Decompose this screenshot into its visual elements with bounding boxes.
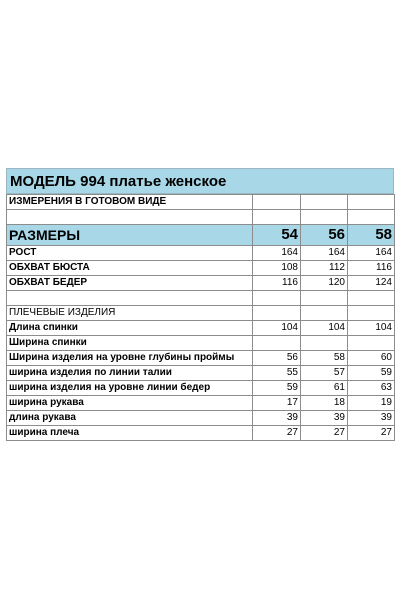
row-value: 104 [348,321,395,336]
row-label: ОБХВАТ БЮСТА [7,261,253,276]
empty-cell [253,195,301,210]
table-row [7,396,395,411]
empty-cell [7,291,253,306]
size-58: 58 [348,225,395,246]
row-value [301,336,348,351]
row-value: 124 [348,276,395,291]
row-label: РОСТ [7,246,253,261]
row-value: 56 [253,351,301,366]
empty-cell [253,291,301,306]
section-label: ПЛЕЧЕВЫЕ ИЗДЕЛИЯ [7,306,253,321]
table-row [7,381,395,396]
row-value: 104 [301,321,348,336]
row-value: 39 [253,411,301,426]
empty-cell [301,291,348,306]
row-value: 55 [253,366,301,381]
row-label: ширина плеча [7,426,253,441]
row-value: 61 [301,381,348,396]
table-row [7,426,395,441]
row-value: 164 [301,246,348,261]
blank-row [7,210,395,225]
row-label: ширина рукава [7,396,253,411]
row-value [253,336,301,351]
row-value: 108 [253,261,301,276]
row-label: Длина спинки [7,321,253,336]
empty-cell [301,195,348,210]
row-value: 116 [348,261,395,276]
empty-cell [348,210,395,225]
row-value: 27 [348,426,395,441]
row-value: 58 [301,351,348,366]
row-value: 27 [301,426,348,441]
empty-cell [301,210,348,225]
blank-row [7,291,395,306]
table-row [7,261,395,276]
row-value [348,336,395,351]
row-value: 19 [348,396,395,411]
row-value: 39 [348,411,395,426]
sizes-header-row [7,225,395,246]
row-label: длина рукава [7,411,253,426]
empty-cell [348,306,395,321]
row-label: ширина изделия по линии талии [7,366,253,381]
row-label: ОБХВАТ БЕДЕР [7,276,253,291]
table-row [7,351,395,366]
empty-cell [348,195,395,210]
row-value: 116 [253,276,301,291]
row-value: 18 [301,396,348,411]
row-value: 27 [253,426,301,441]
table-row [7,321,395,336]
subtitle-row [7,195,395,210]
sizes-label: РАЗМЕРЫ [7,225,253,246]
row-value: 120 [301,276,348,291]
model-title [6,168,394,194]
subtitle: ИЗМЕРЕНИЯ В ГОТОВОМ ВИДЕ [7,195,253,210]
row-value: 39 [301,411,348,426]
size-chart [6,168,394,441]
row-value: 164 [253,246,301,261]
row-label: Ширина спинки [7,336,253,351]
table-row [7,411,395,426]
row-value: 60 [348,351,395,366]
empty-cell [7,210,253,225]
empty-cell [253,306,301,321]
model-title-text: МОДЕЛЬ 994 платье женское [10,172,227,190]
row-value: 112 [301,261,348,276]
row-label: Ширина изделия на уровне глубины проймы [7,351,253,366]
row-value: 63 [348,381,395,396]
row-value: 164 [348,246,395,261]
table-row [7,336,395,351]
row-value: 59 [253,381,301,396]
row-value: 104 [253,321,301,336]
row-label: ширина изделия на уровне линии бедер [7,381,253,396]
size-56: 56 [301,225,348,246]
measurements-table [6,194,395,441]
size-54: 54 [253,225,301,246]
table-row [7,246,395,261]
table-row [7,366,395,381]
empty-cell [253,210,301,225]
row-value: 59 [348,366,395,381]
table-row [7,276,395,291]
row-value: 57 [301,366,348,381]
row-value: 17 [253,396,301,411]
empty-cell [348,291,395,306]
empty-cell [301,306,348,321]
section-row [7,306,395,321]
